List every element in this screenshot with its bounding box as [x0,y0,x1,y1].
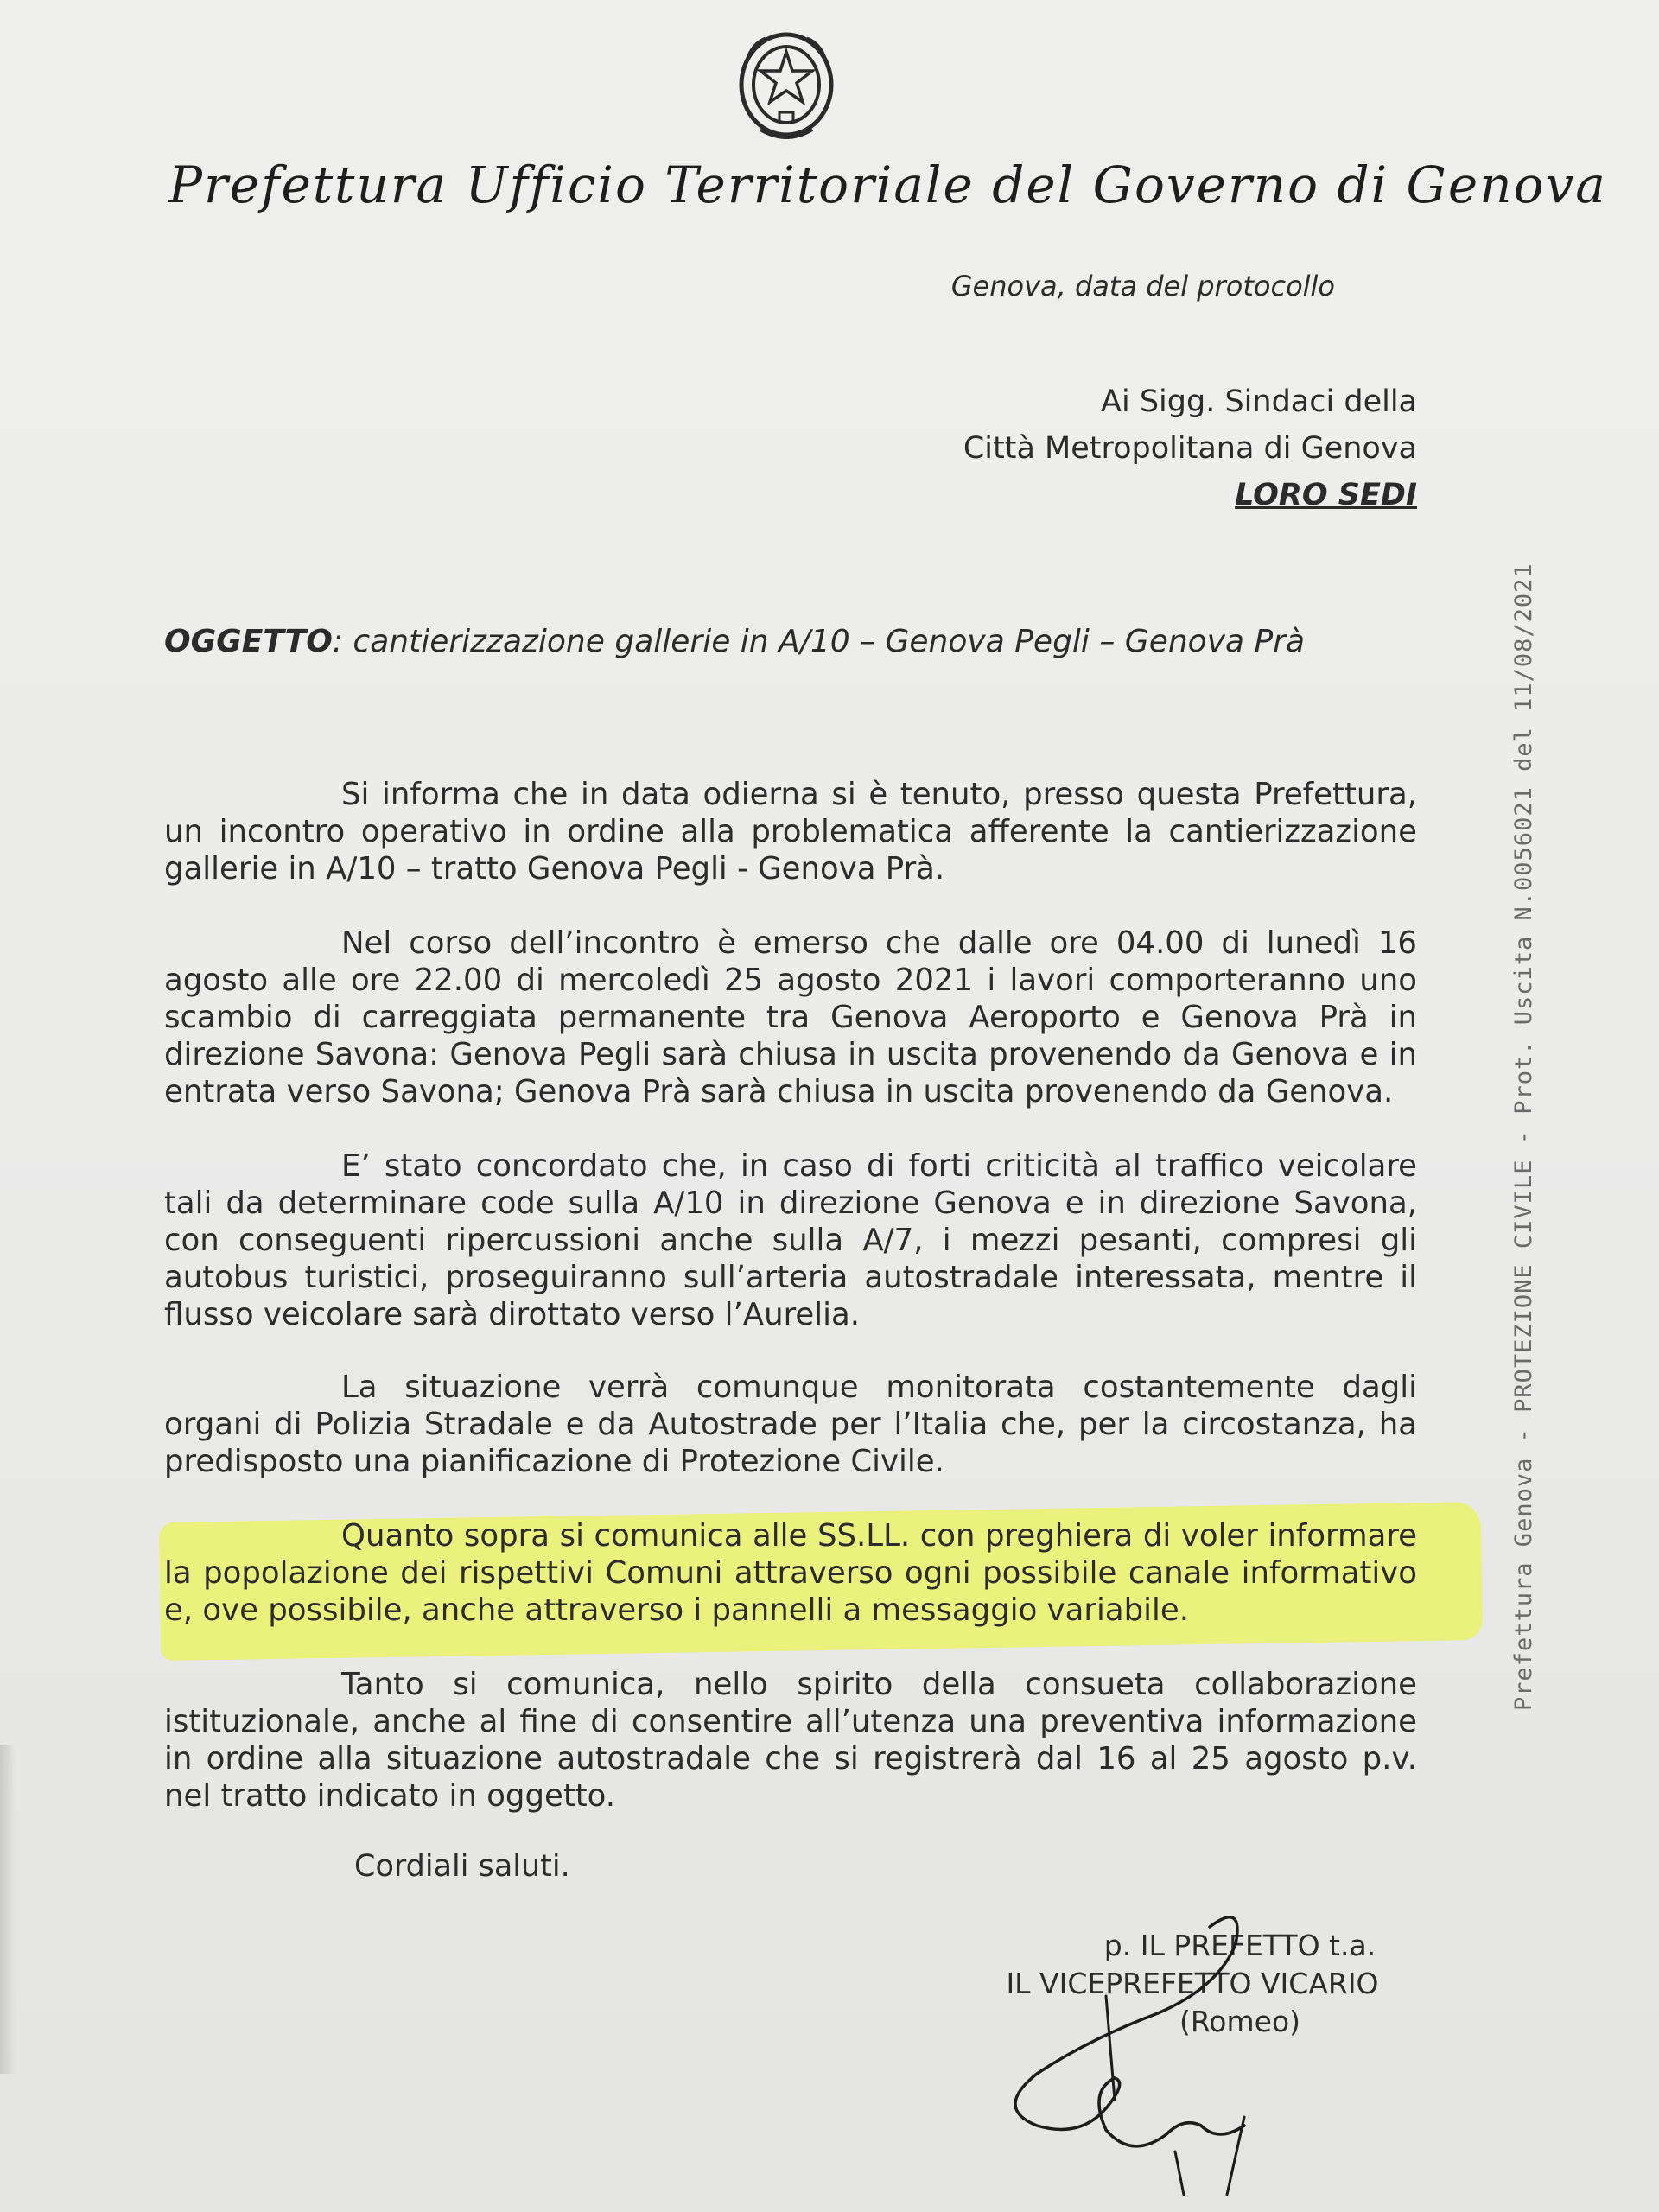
paragraph-3-text: E’ stato concordato che, in caso di forti criticità al traffico veicolare tali da determinare code sulla A/10 in direzione Genova e in direzione Savona, con conseguenti ripercussioni anche sulla A/7, i mezzi pesanti, compresi gli autobus turistici, proseguiranno sull’arteria autostradale interessata, mentre il flusso veicolare sarà dirottato verso l’Aurelia. [164,1148,1417,1332]
recipient-line-2: Città Metropolitana di Genova [963,431,1417,466]
paragraph-2-text: Nel corso dell’incontro è emerso che dalle ore 04.00 di lunedì 16 agosto alle ore 22.00 di mercoledì 25 agosto 2021 i lavori comporteranno uno scambio di carreggiata permanente tra Genova Aeroporto e Genova Prà in direzione Savona: Genova Pegli sarà chiusa in uscita provenendo da Genova e in entrata verso Savona; Genova Prà sarà chiusa in uscita provenendo da Genova. [164,925,1417,1109]
recipient-line-1: Ai Sigg. Sindaci della [1101,385,1417,419]
signature-line-3: (Romeo) [1179,2005,1301,2038]
subject-label: OGGETTO [164,624,333,659]
paragraph-4 [164,1369,1417,1480]
paragraph-6-text: Tanto si comunica, nello spirito della consueta collaborazione istituzionale, anche al fine di consentire all’utenza una preventiva informazione in ordine alla situazione autostradale che si registrerà dal 16 al 25 agosto p.v. nel tratto indicato in oggetto. [164,1667,1417,1814]
signature-line-1: p. IL PREFETTO t.a. [1103,1929,1376,1962]
subject-line [164,624,1305,659]
paragraph-6 [164,1666,1417,1815]
paragraph-5-highlighted [164,1517,1417,1629]
paragraph-5-text: Quanto sopra si comunica alle SS.LL. con preghiera di voler informare la popolazione dei rispettivi Comuni attraverso ogni possibile canale informativo e, ove possibile, anche attraverso i pannelli a messaggio variabile. [164,1518,1417,1628]
recipient-line-3: LORO SEDI [1235,478,1417,512]
closing-salutation: Cordiali saluti. [354,1849,570,1884]
protocol-stamp: Prefettura Genova - PROTEZIONE CIVILE - Prot. Uscita N.0056021 del 11/08/2021 [1510,563,1537,1711]
page-edge-shadow [0,1745,16,2074]
subject-text: : cantierizzazione gallerie in A/10 – Genova Pegli – Genova Prà [332,624,1306,659]
date-line: Genova, data del protocollo [950,270,1335,302]
signature-line-2: IL VICEPREFETTO VICARIO [1006,1967,1379,2000]
office-title: Prefettura Ufficio Territoriale del Governo di Genova [168,156,1607,214]
republic-emblem-icon [734,26,838,147]
paragraph-2 [164,925,1417,1110]
handwritten-signature-icon [985,1892,1348,2203]
recipient-block [963,378,1417,518]
paragraph-1-text: Si informa che in data odierna si è tenuto, presso questa Prefettura, un incontro operativo in ordine alla problematica afferente la cantierizzazione gallerie in A/10 – tratto Genova Pegli - Genova Prà. [164,777,1417,887]
paragraph-3 [164,1147,1417,1333]
paragraph-1 [164,776,1417,887]
paragraph-4-text: La situazione verrà comunque monitorata costantemente dagli organi di Polizia Stradale e da Autostrade per l’Italia che, per la circostanza, ha predisposto una pianificazione di Protezione Civile. [164,1370,1417,1479]
